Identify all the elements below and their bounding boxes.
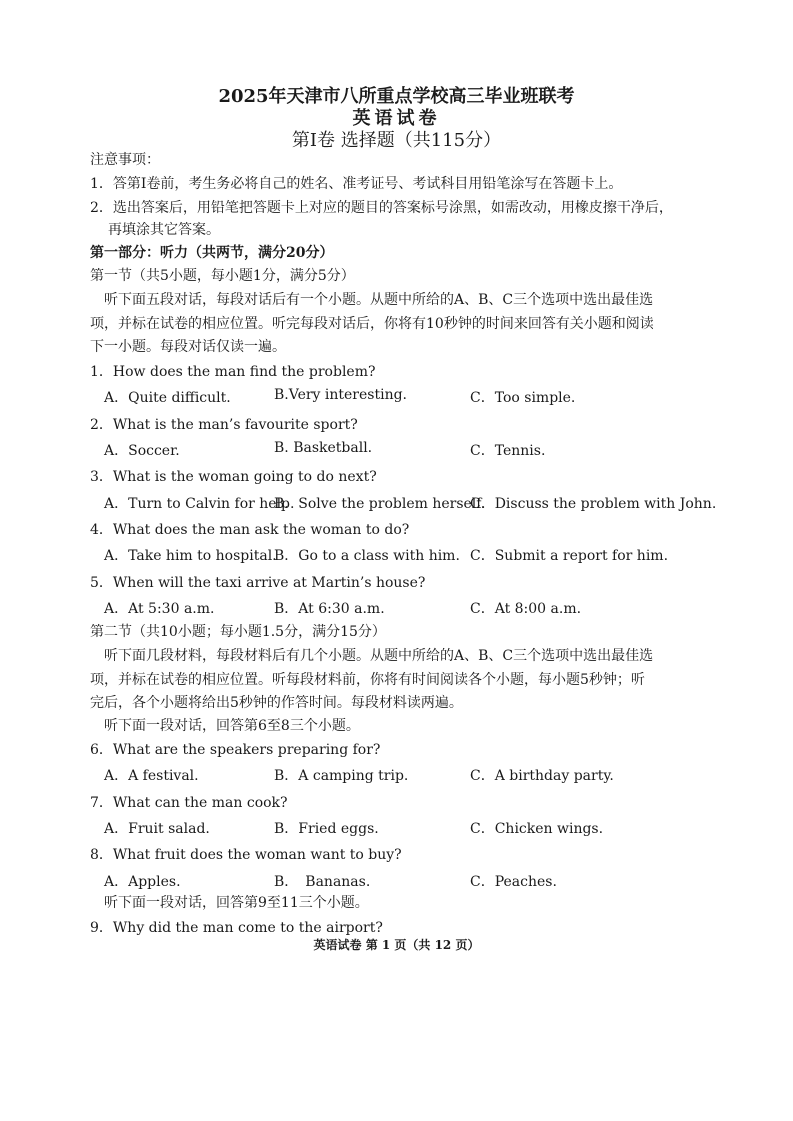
- q3-option-c: C．Discuss the problem with John.: [470, 496, 717, 512]
- group2-intro: 听下面一段对话，回答第9至11三个小题。: [104, 895, 369, 911]
- notice-heading: 注意事项：: [90, 152, 160, 168]
- q8-option-b: B． Bananas.: [274, 874, 371, 890]
- q8-option-a: A．Apples.: [104, 874, 181, 890]
- notice-item-2: 2．选出答案后，用铅笔把答题卡上对应的题目的答案标号涂黑，如需改动，用橡皮擦干净后，: [90, 200, 673, 216]
- q7-option-a: A．Fruit salad.: [104, 821, 210, 837]
- question-1: 1．How does the man find the problem?: [90, 364, 376, 380]
- q6-option-b: B．A camping trip.: [274, 768, 409, 784]
- section2-instructions-cont: 项，并标在试卷的相应位置。听每段材料前，你将有时间阅读各个小题，每小题5秒钟；听: [90, 672, 645, 688]
- part1-heading: 第一部分：听力（共两节，满分20分）: [90, 245, 334, 261]
- section2-instructions: 听下面几段材料，每段材料后有几个小题。从题中所给的A、B、C三个选项中选出最佳选: [104, 648, 654, 664]
- q2-option-c: C．Tennis.: [470, 443, 546, 459]
- q1-option-c: C．Too simple.: [470, 390, 576, 406]
- q7-option-c: C．Chicken wings.: [470, 821, 604, 837]
- section2-instructions-end: 完后，各个小题将给出5秒钟的作答时间。每段材料读两遍。: [90, 695, 463, 711]
- exam-title: 2025年天津市八所重点学校高三毕业班联考: [218, 86, 575, 107]
- q5-option-b: B．At 6:30 a.m.: [274, 601, 385, 617]
- q6-option-c: C．A birthday party.: [470, 768, 614, 784]
- page-footer: 英语试卷 第 1 页（共 12 页）: [313, 938, 480, 952]
- question-9: 9．Why did the man come to the airport?: [90, 920, 383, 936]
- section1-heading: 第一节（共5小题，每小题1分，满分5分）: [90, 268, 355, 284]
- section2-heading: 第二节（共10小题；每小题1.5分，满分15分）: [90, 624, 386, 640]
- section1-instructions: 听下面五段对话，每段对话后有一个小题。从题中所给的A、B、C三个选项中选出最佳选: [104, 292, 654, 308]
- question-7: 7．What can the man cook?: [90, 795, 288, 811]
- question-2: 2．What is the man’s favourite sport?: [90, 417, 358, 433]
- q2-option-b: B. Basketball.: [274, 440, 373, 456]
- q5-option-c: C．At 8:00 a.m.: [470, 601, 582, 617]
- q7-option-b: B．Fried eggs.: [274, 821, 379, 837]
- exam-subject: 英语试卷: [352, 108, 441, 129]
- q3-option-b: B．Solve the problem herself.: [274, 496, 486, 512]
- q2-option-a: A．Soccer.: [104, 443, 180, 459]
- q4-option-c: C．Submit a report for him.: [470, 548, 669, 564]
- q3-option-a: A．Turn to Calvin for help.: [104, 496, 295, 512]
- paper-section-title: 第Ⅰ卷 选择题（共115分）: [291, 130, 502, 151]
- q4-option-b: B．Go to a class with him.: [274, 548, 460, 564]
- q1-option-a: A．Quite difficult.: [104, 390, 231, 406]
- q5-option-a: A．At 5:30 a.m.: [104, 601, 215, 617]
- question-6: 6．What are the speakers preparing for?: [90, 742, 381, 758]
- section1-instructions-cont: 项，并标在试卷的相应位置。听完每段对话后，你将有10秒钟的时间来回答有关小题和阅读: [90, 316, 654, 332]
- notice-item-2-cont: 再填涂其它答案。: [108, 222, 220, 238]
- question-3: 3．What is the woman going to do next?: [90, 469, 377, 485]
- question-8: 8．What fruit does the woman want to buy?: [90, 847, 402, 863]
- q1-option-b: B.Very interesting.: [274, 387, 407, 403]
- section1-instructions-end: 下一小题。每段对话仅读一遍。: [90, 339, 286, 355]
- q8-option-c: C．Peaches.: [470, 874, 557, 890]
- notice-item-1: 1．答第Ⅰ卷前，考生务必将自己的姓名、准考证号、考试科目用铅笔涂写在答题卡上。: [90, 176, 623, 192]
- group1-intro: 听下面一段对话，回答第6至8三个小题。: [104, 718, 360, 734]
- q6-option-a: A．A festival.: [104, 768, 199, 784]
- q4-option-a: A．Take him to hospital.: [104, 548, 277, 564]
- question-4: 4．What does the man ask the woman to do?: [90, 522, 410, 538]
- question-5: 5．When will the taxi arrive at Martin’s house?: [90, 575, 426, 591]
